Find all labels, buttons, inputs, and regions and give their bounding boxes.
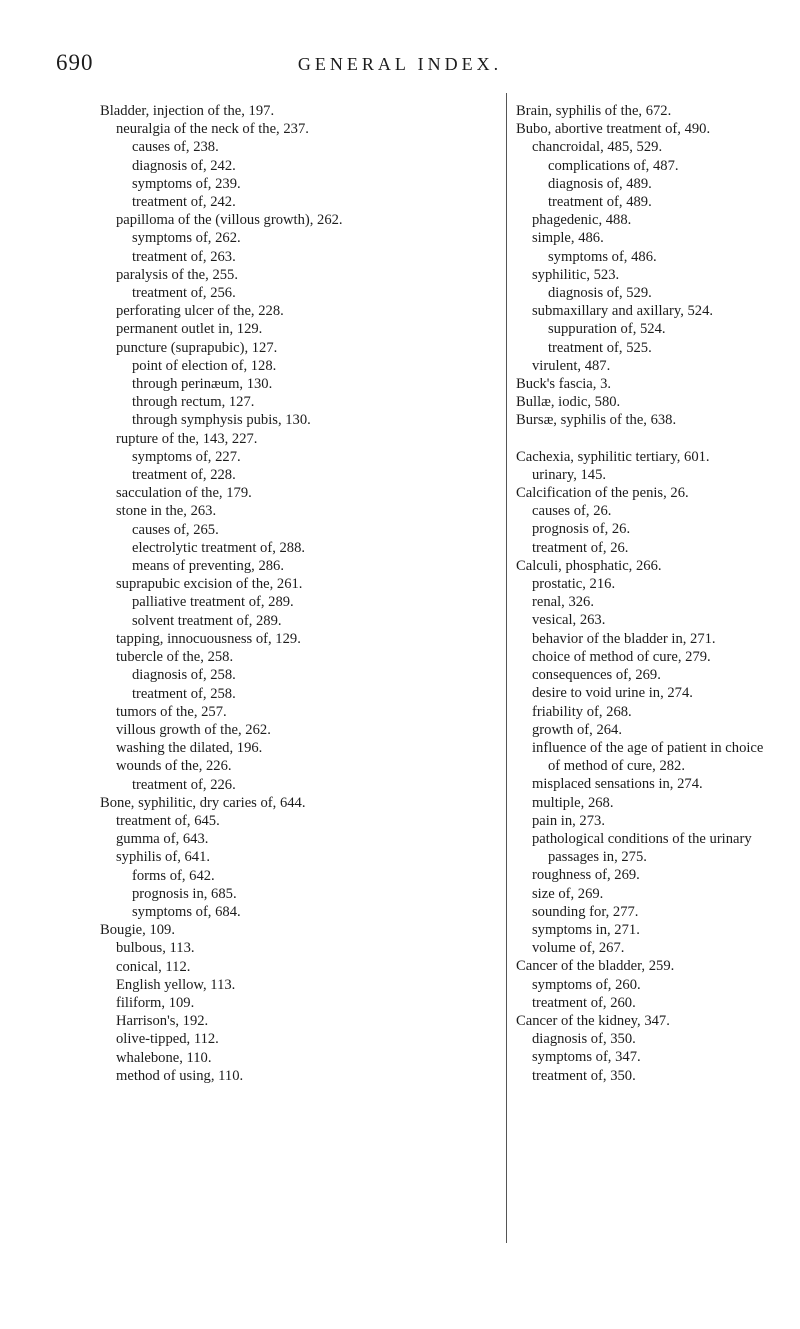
index-subentry: gumma of, 643. (116, 831, 209, 848)
page-header (0, 50, 800, 84)
index-subentry: influence of the age of patient in choice (532, 739, 764, 756)
index-subentry: treatment of, 489. (548, 194, 652, 211)
index-subentry: causes of, 265. (132, 521, 219, 538)
index-subentry: electrolytic treatment of, 288. (132, 539, 306, 556)
index-subentry: treatment of, 26. (532, 539, 629, 556)
index-subentry: forms of, 642. (132, 867, 215, 884)
index-subentry: tumors of the, 257. (116, 703, 227, 720)
index-subentry: symptoms of, 684. (132, 903, 241, 920)
index-heading: Cachexia, syphilitic tertiary, 601. (516, 448, 710, 465)
index-subentry: sounding for, 277. (532, 903, 639, 920)
index-subentry: diagnosis of, 258. (132, 667, 236, 684)
index-subentry: growth of, 264. (532, 721, 622, 738)
index-subentry: Harrison's, 192. (116, 1013, 209, 1030)
index-subentry: palliative treatment of, 289. (132, 594, 294, 611)
index-subentry: simple, 486. (532, 230, 604, 247)
index-subentry: urinary, 145. (532, 466, 607, 483)
index-heading: Calcification of the penis, 26. (516, 485, 689, 502)
index-subentry: causes of, 26. (532, 503, 612, 520)
index-subentry: point of election of, 128. (132, 357, 277, 374)
index-subentry: stone in the, 263. (116, 503, 217, 520)
index-subentry: means of preventing, 286. (132, 558, 284, 575)
index-subentry: prognosis in, 685. (132, 885, 237, 902)
index-heading: Bubo, abortive treatment of, 490. (516, 121, 711, 138)
index-subentry: roughness of, 269. (532, 867, 640, 884)
index-subentry: suppuration of, 524. (548, 321, 666, 338)
index-subentry: perforating ulcer of the, 228. (116, 303, 284, 320)
index-subentry: treatment of, 263. (132, 248, 236, 265)
index-heading: Brain, syphilis of the, 672. (516, 103, 672, 119)
index-subentry: diagnosis of, 529. (548, 285, 652, 302)
index-subentry: pain in, 273. (532, 812, 605, 829)
index-subentry: villous growth of the, 262. (116, 721, 271, 738)
running-title: GENERAL INDEX. (297, 54, 503, 74)
index-subentry: phagedenic, 488. (532, 212, 632, 229)
index-subentry: chancroidal, 485, 529. (532, 139, 663, 156)
index-subentry: neuralgia of the neck of the, 237. (116, 121, 309, 138)
section-gap (516, 430, 788, 448)
index-subentry: solvent treatment of, 289. (132, 612, 282, 629)
index-subentry: consequences of, 269. (532, 667, 661, 684)
index-subentry: suprapubic excision of the, 261. (116, 576, 303, 593)
index-subentry: treatment of, 260. (532, 994, 636, 1011)
index-subentry: treatment of, 242. (132, 194, 236, 211)
index-subentry: pathological conditions of the urinary (532, 830, 752, 847)
index-subentry: rupture of the, 143, 227. (116, 430, 258, 447)
index-subentry: treatment of, 258. (132, 685, 236, 702)
index-subentry: symptoms of, 262. (132, 230, 241, 247)
index-subentry: treatment of, 525. (548, 339, 652, 356)
index-subentry: English yellow, 113. (116, 976, 236, 993)
index-subentry: vesical, 263. (532, 612, 606, 629)
index-subentry: diagnosis of, 350. (532, 1031, 636, 1048)
page-number: 690 (56, 50, 94, 75)
index-subentry: washing the dilated, 196. (116, 740, 263, 757)
index-subentry: misplaced sensations in, 274. (532, 776, 703, 793)
index-heading: Cancer of the kidney, 347. (516, 1012, 670, 1029)
index-heading: Buck's fascia, 3. (516, 376, 612, 393)
index-subentry: tubercle of the, 258. (116, 649, 234, 666)
index-subentry: through symphysis pubis, 130. (132, 412, 311, 429)
index-subentry: through perinæum, 130. (132, 376, 273, 393)
index-subentry: bulbous, 113. (116, 940, 195, 957)
index-column-left (100, 102, 492, 1085)
index-subentry: size of, 269. (532, 885, 604, 902)
index-subentry: treatment of, 645. (116, 812, 220, 829)
index-subentry: symptoms of, 239. (132, 175, 241, 192)
index-subentry: renal, 326. (532, 594, 595, 611)
index-subentry: of method of cure, 282. (548, 758, 685, 775)
index-heading: Bone, syphilitic, dry caries of, 644. (100, 794, 306, 811)
index-subentry: prostatic, 216. (532, 576, 616, 593)
index-subentry: volume of, 267. (532, 940, 625, 957)
index-subentry: submaxillary and axillary, 524. (532, 303, 714, 320)
index-subentry: choice of method of cure, 279. (532, 648, 711, 665)
index-subentry: olive-tipped, 112. (116, 1031, 219, 1048)
index-subentry: virulent, 487. (532, 357, 611, 374)
index-heading: Calculi, phosphatic, 266. (516, 557, 662, 574)
index-subentry: papilloma of the (villous growth), 262. (116, 212, 343, 229)
index-heading: Bougie, 109. (100, 922, 175, 939)
index-subentry: treatment of, 226. (132, 776, 236, 793)
index-subentry: filiform, 109. (116, 994, 195, 1011)
index-subentry: symptoms of, 260. (532, 976, 641, 993)
index-subentry: whalebone, 110. (116, 1049, 212, 1066)
index-column-right (516, 102, 788, 1085)
index-subentry: symptoms of, 486. (548, 248, 657, 265)
index-subentry: paralysis of the, 255. (116, 266, 238, 283)
index-subentry: wounds of the, 226. (116, 758, 232, 775)
index-subentry: multiple, 268. (532, 794, 614, 811)
index-subentry: conical, 112. (116, 958, 191, 975)
index-subentry: diagnosis of, 489. (548, 175, 652, 192)
index-subentry: through rectum, 127. (132, 394, 255, 411)
index-subentry: treatment of, 228. (132, 467, 236, 484)
index-subentry: treatment of, 256. (132, 285, 236, 302)
index-subentry: symptoms of, 347. (532, 1049, 641, 1066)
index-subentry: treatment of, 350. (532, 1067, 636, 1084)
index-subentry: desire to void urine in, 274. (532, 685, 693, 702)
index-subentry: syphilitic, 523. (532, 266, 620, 283)
index-subentry: method of using, 110. (116, 1067, 244, 1084)
column-divider (506, 93, 507, 1243)
index-subentry: permanent outlet in, 129. (116, 321, 263, 338)
index-subentry: symptoms in, 271. (532, 921, 640, 938)
index-heading: Bursæ, syphilis of the, 638. (516, 412, 677, 429)
index-heading: Bladder, injection of the, 197. (100, 103, 275, 119)
index-subentry: passages in, 275. (548, 849, 647, 866)
index-subentry: prognosis of, 26. (532, 521, 631, 538)
index-subentry: friability of, 268. (532, 703, 632, 720)
index-subentry: syphilis of, 641. (116, 849, 211, 866)
index-subentry: puncture (suprapubic), 127. (116, 339, 278, 356)
index-subentry: complications of, 487. (548, 157, 679, 174)
index-heading: Cancer of the bladder, 259. (516, 958, 675, 975)
index-subentry: symptoms of, 227. (132, 448, 241, 465)
index-subentry: diagnosis of, 242. (132, 157, 236, 174)
index-heading: Bullæ, iodic, 580. (516, 394, 621, 411)
index-subentry: tapping, innocuousness of, 129. (116, 630, 301, 647)
index-subentry: causes of, 238. (132, 139, 219, 156)
index-subentry: behavior of the bladder in, 271. (532, 630, 716, 647)
index-subentry: sacculation of the, 179. (116, 485, 252, 502)
